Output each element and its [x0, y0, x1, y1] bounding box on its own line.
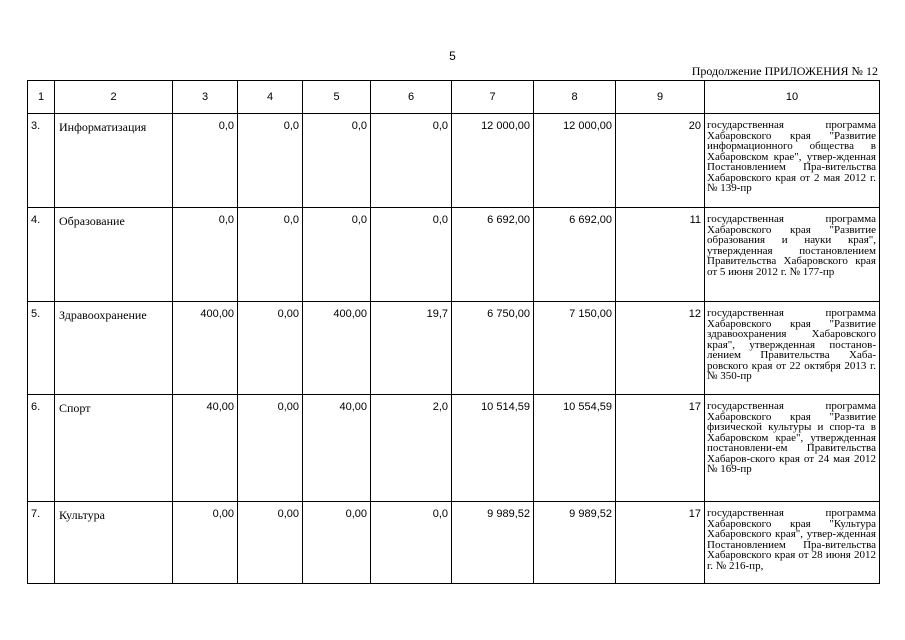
row-name: Информатизация: [55, 114, 173, 208]
cell-col3: 0,0: [173, 208, 238, 302]
row-number: 7.: [28, 502, 55, 584]
cell-col4: 0,00: [238, 395, 303, 502]
cell-col9: 11: [616, 208, 705, 302]
cell-col7: 10 514,59: [452, 395, 534, 502]
row-number: 3.: [28, 114, 55, 208]
cell-col9: 12: [616, 302, 705, 395]
table-row: [28, 114, 880, 208]
column-header-9: 9: [616, 81, 705, 114]
data-table: [27, 80, 880, 584]
cell-col4: 0,00: [238, 502, 303, 584]
cell-col8: 12 000,00: [534, 114, 616, 208]
cell-col7: 9 989,52: [452, 502, 534, 584]
column-header-4: 4: [238, 81, 303, 114]
column-header-1: 1: [28, 81, 55, 114]
cell-col8: 6 692,00: [534, 208, 616, 302]
cell-col3: 0,0: [173, 114, 238, 208]
cell-col6: 0,0: [371, 114, 452, 208]
row-number: 6.: [28, 395, 55, 502]
table-row: [28, 395, 880, 502]
cell-col7: 12 000,00: [452, 114, 534, 208]
cell-col7: 6 692,00: [452, 208, 534, 302]
cell-col5: 0,0: [303, 114, 371, 208]
table-row: [28, 208, 880, 302]
cell-col4: 0,0: [238, 114, 303, 208]
program-description: государственная программа Хабаровского края "Развитие физической культуры и спор-та в Хабаровском крае", утвержденная постановлени-ем Правительства Хабаров-ского края от 24 мая 2012 № 169-пр: [705, 395, 880, 502]
cell-col5: 0,00: [303, 502, 371, 584]
table-row: [28, 502, 880, 584]
column-header-6: 6: [371, 81, 452, 114]
continuation-label: Продолжение ПРИЛОЖЕНИЯ № 12: [691, 64, 878, 78]
cell-col3: 400,00: [173, 302, 238, 395]
column-header-7: 7: [452, 81, 534, 114]
page-number: 5: [449, 49, 456, 63]
row-name: Культура: [55, 502, 173, 584]
column-header-10: 10: [705, 81, 880, 114]
cell-col8: 10 554,59: [534, 395, 616, 502]
cell-col7: 6 750,00: [452, 302, 534, 395]
column-header-2: 2: [55, 81, 173, 114]
cell-col6: 19,7: [371, 302, 452, 395]
column-header-5: 5: [303, 81, 371, 114]
cell-col4: 0,0: [238, 208, 303, 302]
row-number: 5.: [28, 302, 55, 395]
cell-col6: 2,0: [371, 395, 452, 502]
program-description: государственная программа Хабаровского края "Развитие информационного общества в Хабаровском крае", утвер-жденная Постановлением Пра-вительства Хабаровского края от 2 мая 2012 г. № 139-пр: [705, 114, 880, 208]
header-row: [28, 81, 880, 114]
cell-col6: 0,0: [371, 502, 452, 584]
row-number: 4.: [28, 208, 55, 302]
column-header-3: 3: [173, 81, 238, 114]
cell-col3: 0,00: [173, 502, 238, 584]
cell-col8: 7 150,00: [534, 302, 616, 395]
cell-col8: 9 989,52: [534, 502, 616, 584]
row-name: Спорт: [55, 395, 173, 502]
row-name: Образование: [55, 208, 173, 302]
cell-col3: 40,00: [173, 395, 238, 502]
program-description: государственная программа Хабаровского края "Развитие здравоохранения Хабаровского края", утвержденная постанов-лением Правительства Хаба-ровского края от 22 октября 2013 г. № 350-пр: [705, 302, 880, 395]
cell-col9: 17: [616, 395, 705, 502]
cell-col6: 0,0: [371, 208, 452, 302]
cell-col4: 0,00: [238, 302, 303, 395]
row-name: Здравоохранение: [55, 302, 173, 395]
cell-col5: 400,00: [303, 302, 371, 395]
column-header-8: 8: [534, 81, 616, 114]
cell-col5: 0,0: [303, 208, 371, 302]
table-row: [28, 302, 880, 395]
program-description: государственная программа Хабаровского края "Культура Хабаровского края", утвер-жденная Постановлением Пра-вительства Хабаровского края от 28 июня 2012 г. № 216-пр,: [705, 502, 880, 584]
program-description: государственная программа Хабаровского края "Развитие образования и науки края", утвержденная постановлением Правительства Хабаровского края от 5 июня 2012 г. № 177-пр: [705, 208, 880, 302]
cell-col9: 17: [616, 502, 705, 584]
cell-col5: 40,00: [303, 395, 371, 502]
cell-col9: 20: [616, 114, 705, 208]
